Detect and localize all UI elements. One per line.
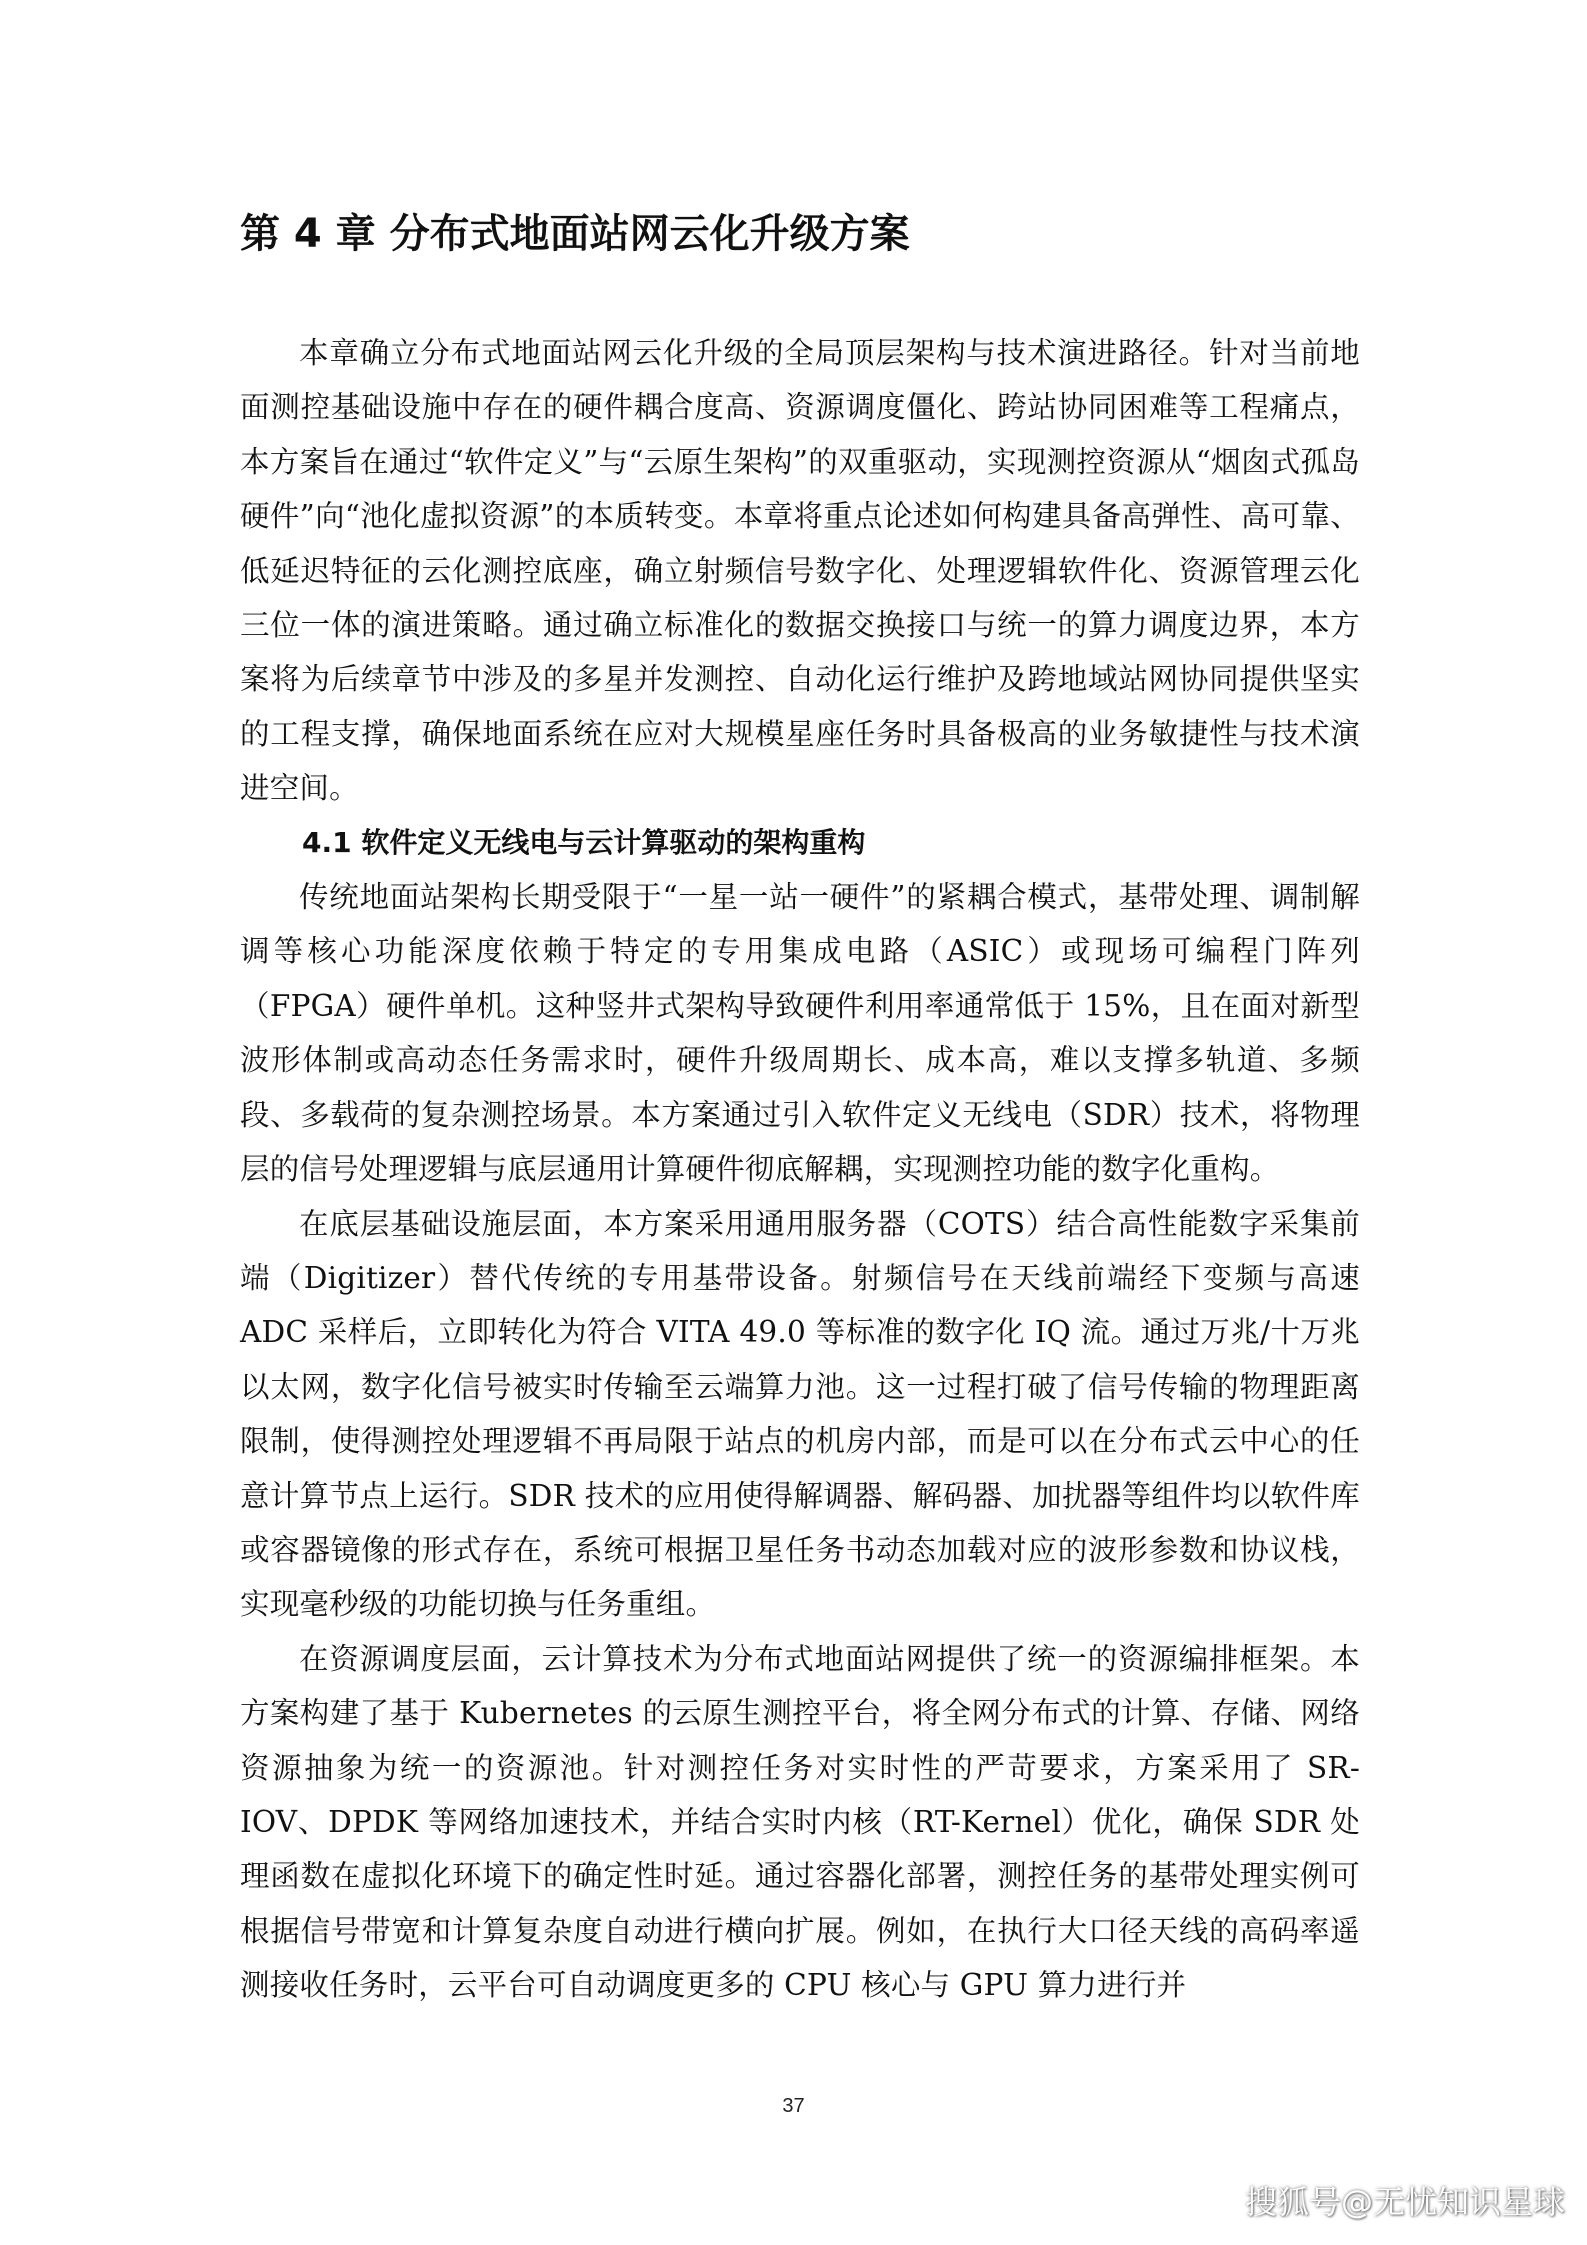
body-paragraph-1: 传统地面站架构长期受限于“一星一站一硬件”的紧耦合模式，基带处理、调制解调等核心功能深度依赖于特定的专用集成电路（ASIC）或现场可编程门阵列（FPGA）硬件单机。这种竖井式架构导致硬件利用率通常低于 15%，且在面对新型波形体制或高动态任务需求时，硬件升级周期长、成本高，难以支撑多轨道、多频段、多载荷的复杂测控场景。本方案通过引入软件定义无线电（SDR）技术，将物理层的信号处理逻辑与底层通用计算硬件彻底解耦，实现测控功能的数字化重构。 bbox=[240, 880, 1360, 1187]
body-paragraph-2: 在底层基础设施层面，本方案采用通用服务器（COTS）结合高性能数字采集前端（Digitizer）替代传统的专用基带设备。射频信号在天线前端经下变频与高速 ADC 采样后，立即转化为符合 VITA 49.0 等标准的数字化 IQ 流。通过万兆/十万兆以太网，数字化信号被实时传输至云端算力池。这一过程打破了信号传输的物理距离限制，使得测控处理逻辑不再局限于站点的机房内部，而是可以在分布式云中心的任意计算节点上运行。SDR 技术的应用使得解调器、解码器、加扰器等组件均以软件库或容器镜像的形式存在，系统可根据卫星任务书动态加载对应的波形参数和协议栈，实现毫秒级的功能切换与任务重组。 bbox=[240, 1206, 1360, 1622]
page-number: 37 bbox=[782, 2095, 805, 2117]
section-heading-4-1: 4.1 软件定义无线电与云计算驱动的架构重构 bbox=[302, 825, 866, 859]
watermark-text: 搜狐号@无忧知识星球 bbox=[1244, 2183, 1565, 2221]
chapter-title: 第 4 章 分布式地面站网云化升级方案 bbox=[240, 211, 910, 257]
body-text bbox=[240, 326, 1360, 2013]
intro-paragraph: 本章确立分布式地面站网云化升级的全局顶层架构与技术演进路径。针对当前地面测控基础设施中存在的硬件耦合度高、资源调度僵化、跨站协同困难等工程痛点，本方案旨在通过“软件定义”与“云原生架构”的双重驱动，实现测控资源从“烟囱式孤岛硬件”向“池化虚拟资源”的本质转变。本章将重点论述如何构建具备高弹性、高可靠、低延迟特征的云化测控底座，确立射频信号数字化、处理逻辑软件化、资源管理云化三位一体的演进策略。通过确立标准化的数据交换接口与统一的算力调度边界，本方案将为后续章节中涉及的多星并发测控、自动化运行维护及跨地域站网协同提供坚实的工程支撑，确保地面系统在应对大规模星座任务时具备极高的业务敏捷性与技术演进空间。 bbox=[240, 336, 1360, 806]
body-paragraph-3: 在资源调度层面，云计算技术为分布式地面站网提供了统一的资源编排框架。本方案构建了基于 Kubernetes 的云原生测控平台，将全网分布式的计算、存储、网络资源抽象为统一的资源池。针对测控任务对实时性的严苛要求，方案采用了 SR-IOV、DPDK 等网络加速技术，并结合实时内核（RT-Kernel）优化，确保 SDR 处理函数在虚拟化环境下的确定性时延。通过容器化部署，测控任务的基带处理实例可根据信号带宽和计算复杂度自动进行横向扩展。例如，在执行大口径天线的高码率遥测接收任务时，云平台可自动调度更多的 CPU 核心与 GPU 算力进行并 bbox=[240, 1641, 1360, 2003]
